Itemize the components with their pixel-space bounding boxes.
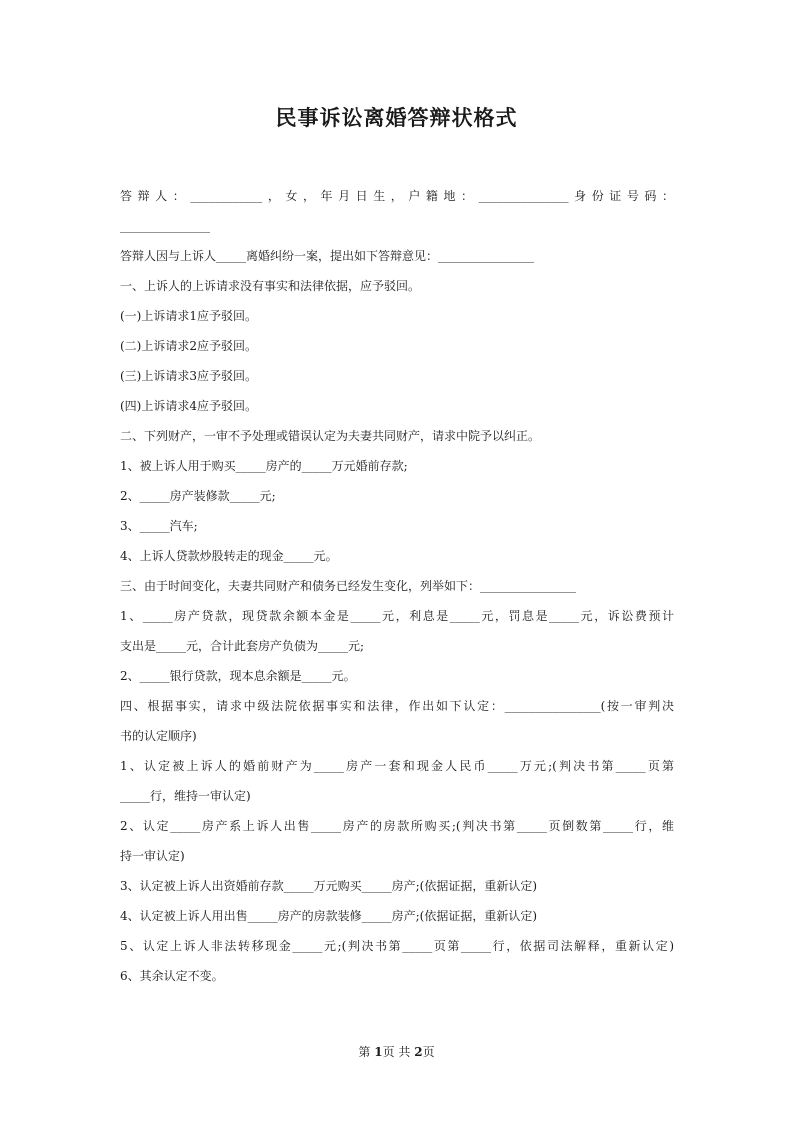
footer-prefix: 第 <box>358 1045 375 1059</box>
paragraph-intro: 答辩人因与上诉人_____离婚纠纷一案，提出如下答辩意见：________________ <box>120 249 535 263</box>
list-item: 1、认定被上诉人的婚前财产为_____房产一套和现金人民币_____万元;(判决书第_____页第 <box>120 759 674 773</box>
section-heading-3: 三、由于时间变化，夫妻共同财产和债务已经发生变化，列举如下：________________ <box>120 579 577 593</box>
list-item: 5、认定上诉人非法转移现金_____元;(判决书第_____页第_____行，依据司法解释，重新认定) <box>120 939 674 953</box>
list-item: 4、认定被上诉人用出售_____房产的房款装修_____房产;(依据证据，重新认定) <box>120 909 538 923</box>
list-item: 6、其余认定不变。 <box>120 969 224 983</box>
list-item-continuation: 支出是_____元，合计此套房产负债为_____元; <box>120 639 365 653</box>
list-item: 2、认定_____房产系上诉人出售_____房产的房款所购买;(判决书第_____页倒数第_____行，维 <box>120 819 674 833</box>
document-body <box>120 181 674 991</box>
footer-middle: 页 共 <box>382 1045 415 1059</box>
list-item-continuation: _____行，维持一审认定) <box>120 789 251 803</box>
list-item: 2、_____银行贷款，现本息余额是_____元。 <box>120 669 356 683</box>
paragraph-respondent-info: 答辩人：____________，女，年月日生，户籍地：_______________身份证号码： <box>120 189 674 203</box>
section-heading-continuation: 书的认定顺序) <box>120 729 197 743</box>
section-heading-1: 一、上诉人的上诉请求没有事实和法律依据，应予驳回。 <box>120 279 421 293</box>
list-item: (四)上诉请求4应予驳回。 <box>120 399 257 413</box>
list-item: 4、上诉人贷款炒股转走的现金_____元。 <box>120 549 338 563</box>
paragraph-id-blank: _______________ <box>120 219 210 233</box>
document-title: 民事诉讼离婚答辩状格式 <box>275 105 518 130</box>
list-item: (二)上诉请求2应予驳回。 <box>120 339 257 353</box>
footer-total-pages: 2 <box>414 1045 423 1059</box>
list-item: (一)上诉请求1应予驳回。 <box>120 309 257 323</box>
list-item: 3、认定被上诉人出资婚前存款_____万元购买_____房产;(依据证据，重新认定) <box>120 879 538 893</box>
page-footer <box>0 1043 793 1060</box>
list-item-continuation: 持一审认定) <box>120 849 185 863</box>
footer-suffix: 页 <box>422 1045 435 1059</box>
list-item: 1、_____房产贷款，现贷款余额本金是_____元，利息是_____元，罚息是_____元，诉讼费预计 <box>120 609 674 623</box>
section-heading-2: 二、下列财产，一审不予处理或错误认定为夫妻共同财产，请求中院予以纠正。 <box>120 429 541 443</box>
section-heading-4: 四、根据事实，请求中级法院依据事实和法律，作出如下认定：________________(按一审判决 <box>120 699 674 713</box>
list-item: 1、被上诉人用于购买_____房产的_____万元婚前存款; <box>120 459 408 473</box>
list-item: (三)上诉请求3应予驳回。 <box>120 369 257 383</box>
list-item: 3、_____汽车; <box>120 519 198 533</box>
list-item: 2、_____房产装修款_____元; <box>120 489 276 503</box>
footer-current-page: 1 <box>374 1045 383 1059</box>
